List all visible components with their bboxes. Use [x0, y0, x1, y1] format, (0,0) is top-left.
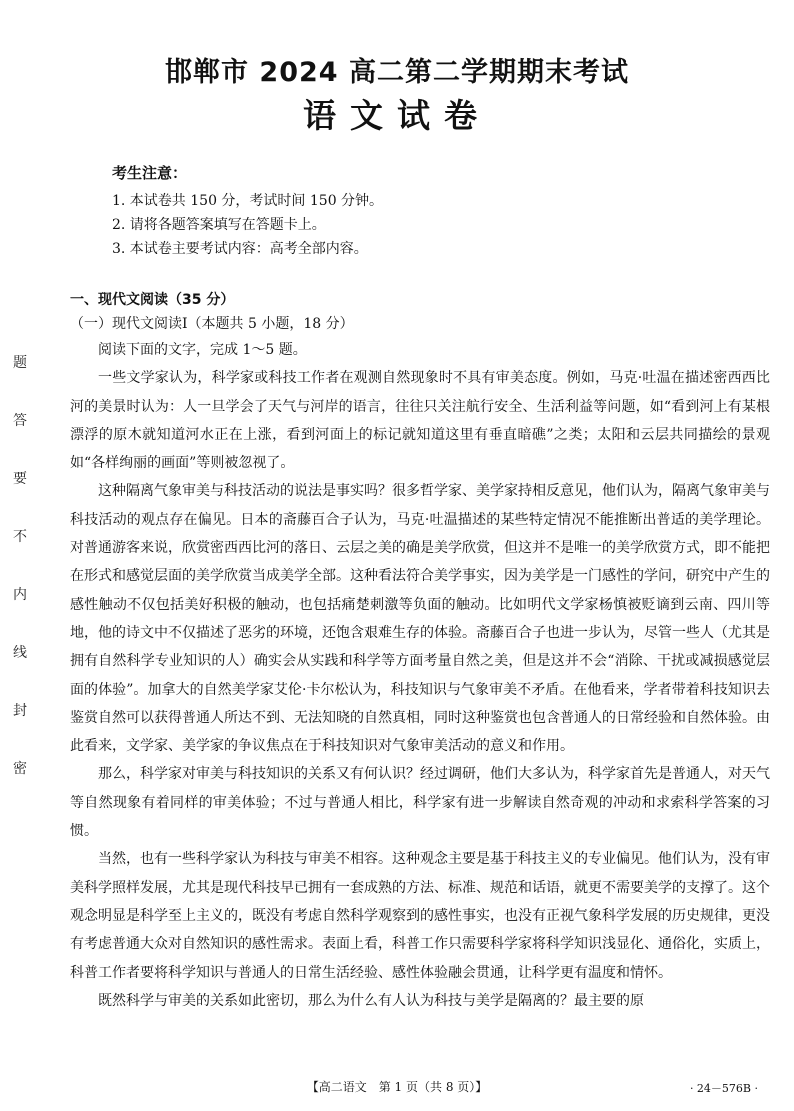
subsection-heading: （一）现代文阅读Ⅰ（本题共 5 小题，18 分）: [70, 316, 354, 332]
passage-paragraph: 那么，科学家对审美与科技知识的关系又有何认识？经过调研，他们大多认为，科学家首先是普通人，对天气等自然现象有着同样的审美体验；不过与普通人相比，科学家有进一步解读自然奇观的冲动和求索科学答案的习惯。: [70, 766, 770, 840]
passage-paragraph: 一些文学家认为，科学家或科技工作者在观测自然现象时不具有审美态度。例如，马克·吐温在描述密西西比河的美景时认为：人一旦学会了天气与河岸的语言，往往只关注航行安全、生活利益等问题，如“看到河上有某根漂浮的原木就知道河水正在上涨，看到河面上的标记就知道这里有垂直暗礁”之类；太阳和云层共同描绘的景观如“各样绚丽的画面”等则被忽视了。: [70, 370, 770, 472]
passage-paragraph: 这种隔离气象审美与科技活动的说法是事实吗？很多哲学家、美学家持相反意见，他们认为，隔离气象审美与科技活动的观点存在偏见。日本的斋藤百合子认为，马克·吐温描述的某些特定情况不能推断出普适的美学理论。对普通游客来说，欣赏密西西比河的落日、云层之美的确是美学欣赏，但这并不是唯一的美学欣赏方式，即不能把在形式和感觉层面的美学欣赏当成美学全部。这种看法符合美学事实，因为美学是一门感性的学问，研究中产生的感性触动不仅包括美好积极的触动，也包括痛楚刺激等负面的触动。比如明代文学家杨慎被贬谪到云南、四川等地，他的诗文中不仅描述了恶劣的环境，还饱含艰难生存的体验。斋藤百合子也进一步认为，尽管一些人（尤其是拥有自然科学专业知识的人）确实会从实践和科学等方面考量自然之美，但是这并不会“消除、干扰或减损感觉层面的体验”。加拿大的自然美学家艾伦·卡尔松认为，科技知识与气象审美不矛盾。在他看来，学者带着科技知识去鉴赏自然可以获得普通人所达不到、无法知晓的自然真相，同时这种鉴赏也包含普通人的日常经验和自然体验。由此看来，文学家、美学家的争议焦点在于科技知识对气象审美活动的意义和作用。: [70, 483, 770, 755]
margin-char: 密: [13, 761, 27, 777]
margin-char: 封: [13, 703, 27, 719]
page-footer: 【高二语文 第 1 页（共 8 页）】: [306, 1080, 488, 1094]
reading-section: [70, 288, 770, 1015]
paper-code: · 24－576B ·: [689, 1082, 758, 1095]
notice-item: 2. 请将各题答案填写在答题卡上。: [112, 217, 326, 233]
margin-char: 答: [13, 413, 27, 429]
notice-item: 3. 本试卷主要考试内容：高考全部内容。: [112, 241, 368, 257]
exam-subject-title: 语文试卷: [303, 96, 491, 135]
binding-margin-notice: [8, 356, 32, 776]
passage-paragraph: 当然，也有一些科学家认为科技与审美不相容。这种观念主要是基于科技主义的专业偏见。他们认为，没有审美科学照样发展，尤其是现代科技早已拥有一套成熟的方法、标准、规范和话语，就更不需要美学的支撑了。这个观念明显是科学至上主义的，既没有考虑自然科学观察到的感性事实，也没有正视气象科学发展的历史规律，更没有考虑普通大众对自然知识的感性需求。表面上看，科普工作只需要科学家将科学知识浅显化、通俗化，实质上，科普工作者要将科学知识与普通人的日常生活经验、感性体验融会贯通，让科学更有温度和情怀。: [70, 851, 770, 981]
margin-char: 不: [13, 529, 27, 545]
instruction-text: 阅读下面的文字，完成 1～5 题。: [98, 342, 307, 358]
margin-char: 线: [13, 645, 27, 661]
margin-char: 内: [13, 587, 27, 603]
margin-char: 题: [13, 355, 27, 371]
passage-paragraph: 既然科学与审美的关系如此密切，那么为什么有人认为科技与美学是隔离的？最主要的原: [98, 992, 644, 1009]
margin-char: 要: [13, 471, 27, 487]
candidate-notice: [112, 162, 383, 261]
section-heading: 一、现代文阅读（35 分）: [70, 292, 235, 308]
notice-item: 1. 本试卷共 150 分，考试时间 150 分钟。: [112, 193, 384, 209]
exam-title: 邯郸市 2024 高二第二学期期末考试: [165, 57, 629, 88]
notice-heading: 考生注意：: [112, 164, 188, 182]
